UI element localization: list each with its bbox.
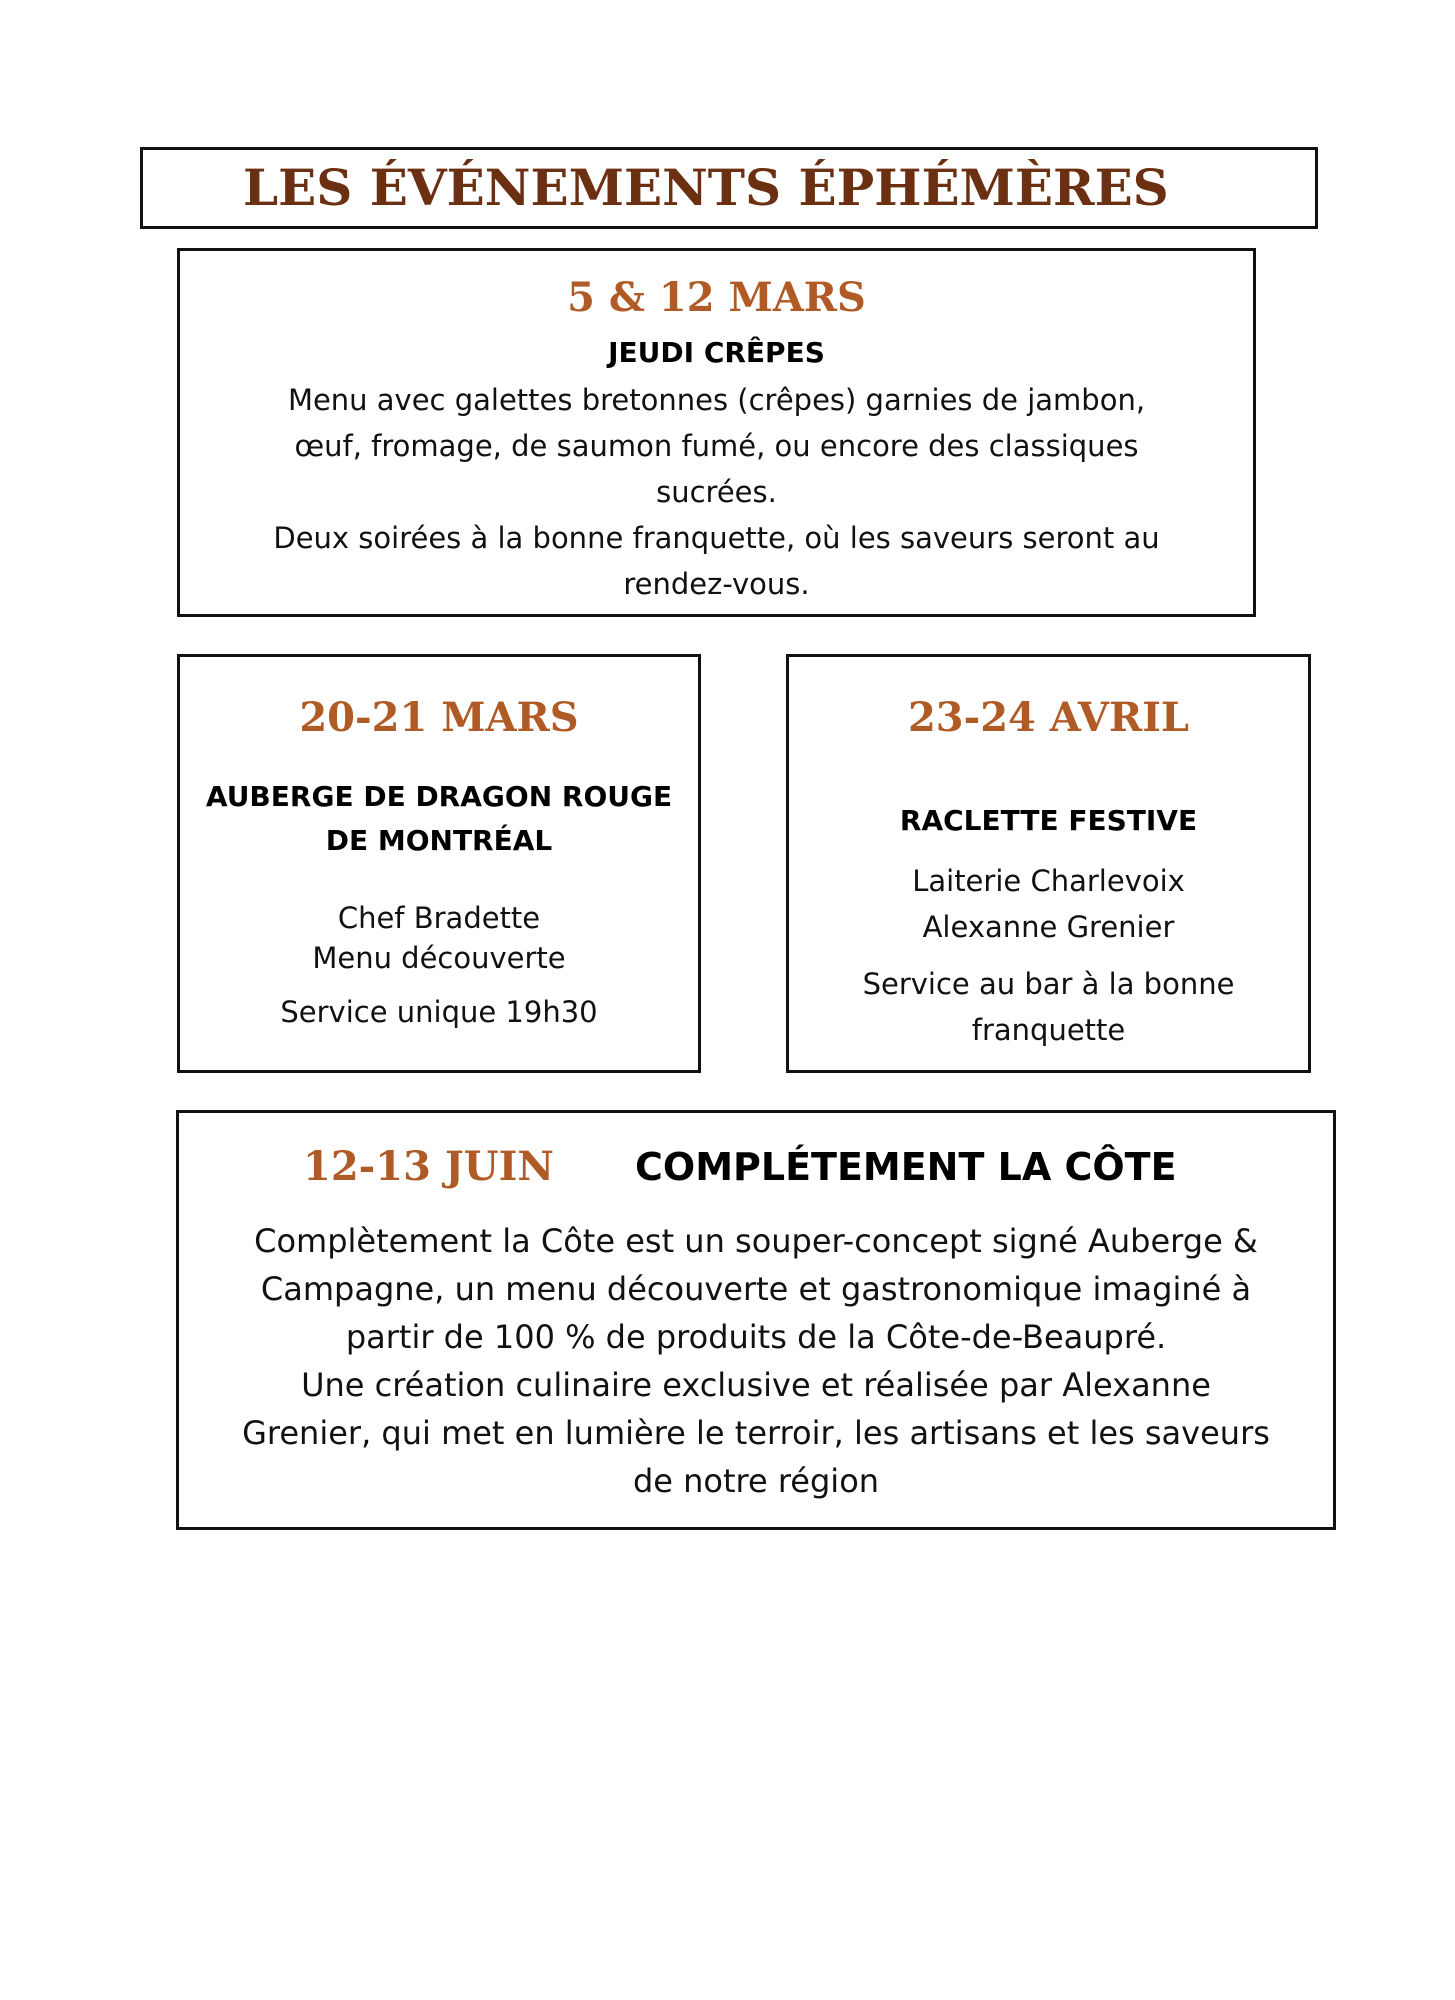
event-date: 5 & 12 MARS xyxy=(567,274,866,321)
event-card-dragon-rouge xyxy=(177,654,701,1073)
event-card-crepes xyxy=(177,248,1256,617)
event-title: JEUDI CRÊPES xyxy=(608,336,825,369)
event-date: 23-24 AVRIL xyxy=(907,694,1190,741)
description-line: Deux soirées à la bonne franquette, où les saveurs seront au xyxy=(273,521,1160,555)
description-line: Service au bar à la bonne xyxy=(862,967,1235,1001)
event-card-completement-la-cote xyxy=(176,1110,1336,1530)
description-line: œuf, fromage, de saumon fumé, ou encore des classiques xyxy=(294,429,1139,463)
description-line: partir de 100 % de produits de la Côte-de-Beaupré. xyxy=(345,1318,1167,1356)
event-description xyxy=(191,1217,1321,1505)
page-title: LES ÉVÉNEMENTS ÉPHÉMÈRES xyxy=(243,158,1169,217)
header-box xyxy=(140,147,1318,229)
description-line: Campagne, un menu découverte et gastronomique imaginé à xyxy=(260,1270,1252,1308)
description-line: Grenier, qui met en lumière le terroir, les artisans et les saveurs xyxy=(242,1414,1270,1452)
description-line: Menu avec galettes bretonnes (crêpes) garnies de jambon, xyxy=(287,383,1146,417)
event-title-line: AUBERGE DE DRAGON ROUGE xyxy=(205,780,673,813)
event-title: RACLETTE FESTIVE xyxy=(899,804,1198,837)
description-line: Alexanne Grenier xyxy=(922,910,1175,944)
description-line: Menu découverte xyxy=(312,941,566,975)
description-line: franquette xyxy=(971,1013,1126,1047)
event-title: COMPLÉTEMENT LA CÔTE xyxy=(635,1145,1177,1189)
description-line: rendez-vous. xyxy=(623,567,810,601)
event-title xyxy=(190,775,688,863)
description-line: Laiterie Charlevoix xyxy=(912,864,1185,898)
description-line: Complètement la Côte est un souper-concept signé Auberge & xyxy=(254,1222,1258,1260)
event-description xyxy=(210,377,1223,607)
description-line: Chef Bradette xyxy=(337,901,541,935)
description-line: Service unique 19h30 xyxy=(280,995,598,1029)
event-date: 20-21 MARS xyxy=(299,694,579,741)
description-line: de notre région xyxy=(632,1462,880,1500)
description-line: Une création culinaire exclusive et réalisée par Alexanne xyxy=(301,1366,1211,1404)
event-date: 12-13 JUIN xyxy=(303,1143,554,1190)
description-line: sucrées. xyxy=(656,475,777,509)
event-card-raclette xyxy=(786,654,1311,1073)
event-title-line: DE MONTRÉAL xyxy=(325,824,553,857)
